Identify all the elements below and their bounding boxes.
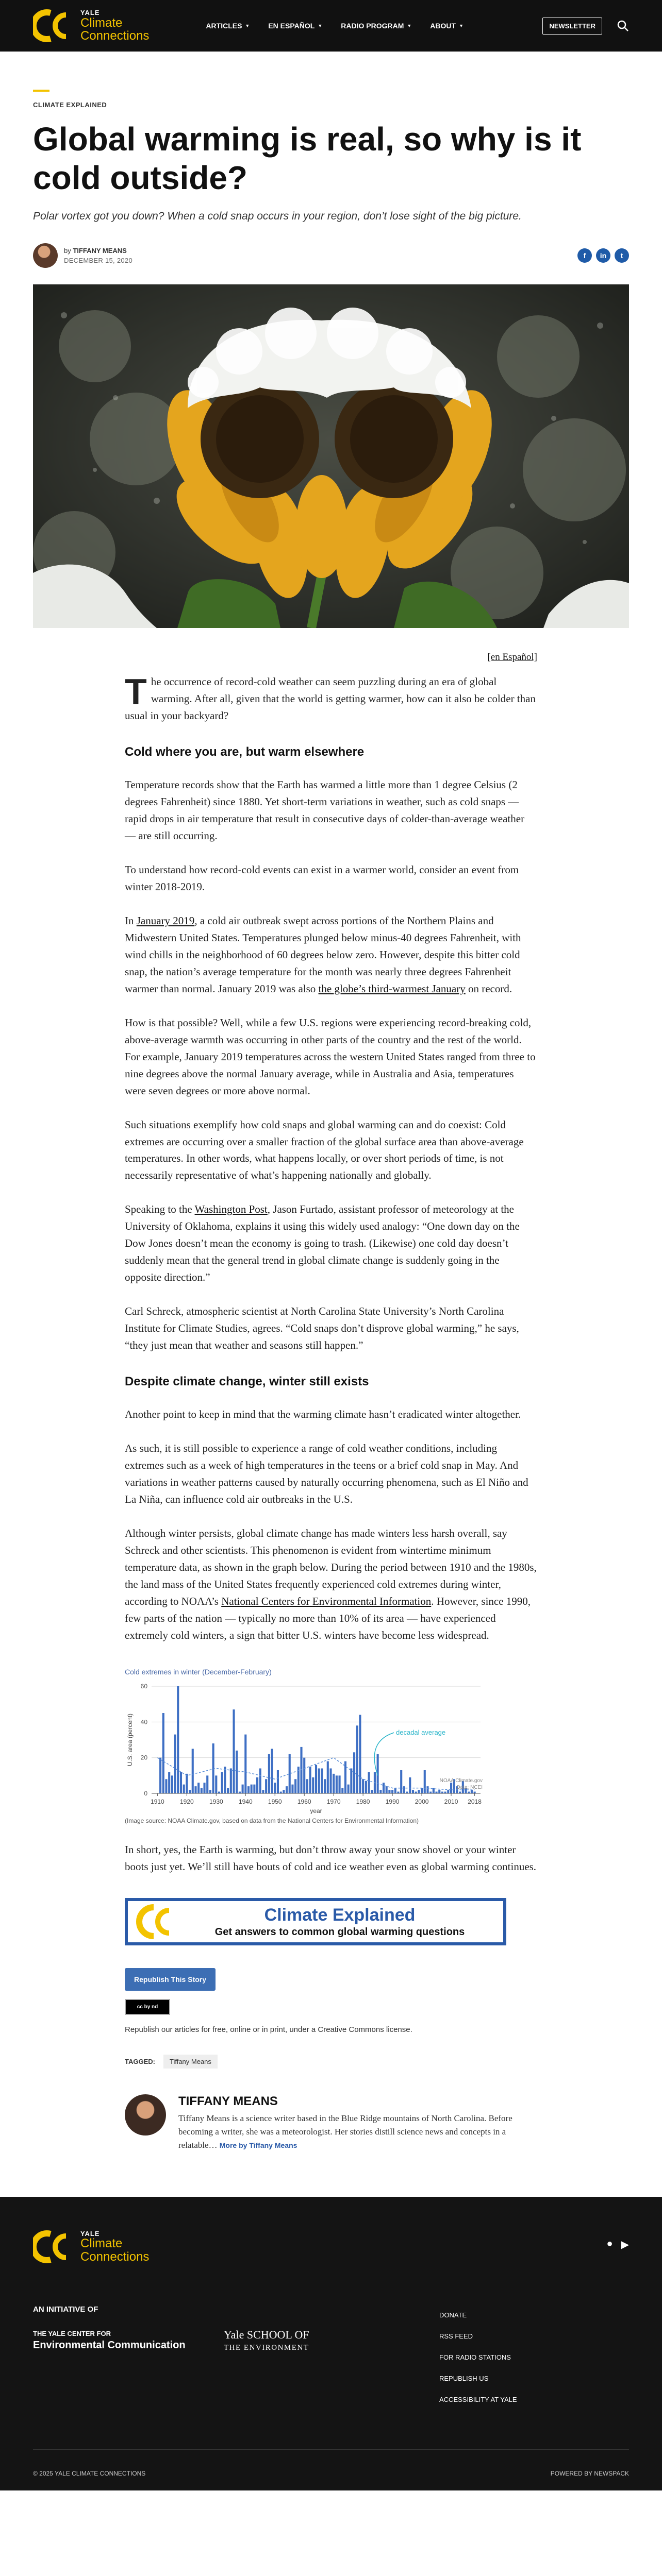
bar: [186, 1774, 188, 1793]
chart-svg: [125, 1680, 537, 1814]
bar: [162, 1713, 164, 1793]
tag-item[interactable]: Tiffany Means: [163, 2055, 218, 2069]
x-tick-label: 2010: [444, 1798, 458, 1805]
x-tick-label: 2000: [415, 1798, 429, 1805]
byline: [33, 243, 629, 268]
bar: [312, 1777, 314, 1793]
bar: [203, 1783, 205, 1793]
footer-logo[interactable]: [33, 2229, 149, 2265]
bar: [459, 1791, 461, 1793]
text: . However, since 1990, few parts of the nation — typically no more than 10% of its area — have experienced extremely cold winters, a sign that bitter U.S. winters have become less widespread.: [125, 1595, 531, 1641]
bar: [371, 1790, 373, 1793]
cold-extremes-chart: [125, 1668, 537, 1824]
bar: [426, 1786, 428, 1793]
author-bio: [178, 2112, 537, 2153]
bar: [468, 1791, 470, 1793]
text: , a cold air outbreak swept across portions of the Northern Plains and Midwestern United States. Temperatures plunged below minus-40 degrees Fahrenheit, with wind chills in the neighborhood of 60 degrees below zero. However, despite this bitter cold snap, the nation’s average temperature for the month was nearly three degrees Fahrenheit warmer than normal. January 2019 was also: [125, 914, 521, 995]
footer-links: [439, 2311, 517, 2403]
nav-en-espanol[interactable]: [268, 22, 322, 30]
tags-row: [125, 2055, 537, 2069]
bar: [244, 1734, 246, 1793]
bar: [277, 1770, 279, 1793]
yse-logo[interactable]: [224, 2328, 309, 2352]
chart-credit: NOAA Climate.gov: [439, 1777, 483, 1784]
paragraph: In short, yes, the Earth is warming, but don’t throw away your snow shovel or your winter boots just yet. We’ll still have bouts of cold and ice weather even as global warming continues.: [125, 1843, 537, 1873]
footer-link-radio[interactable]: FOR RADIO STATIONS: [439, 2353, 511, 2361]
article-title: Global warming is real, so why is it cold outside?: [33, 121, 582, 196]
chevron-down-icon: ▼: [318, 23, 323, 28]
site-logo[interactable]: [33, 8, 149, 44]
bar: [265, 1779, 267, 1793]
site-header: [0, 0, 662, 52]
x-tick-label: 1920: [180, 1798, 194, 1805]
bar: [415, 1791, 417, 1793]
bar: [253, 1784, 255, 1793]
footer-link-republish[interactable]: REPUBLISH US: [439, 2374, 489, 2382]
text: Although winter persists, global climate change has made winters less harsh overall, say Schreck and other scientists. This phenomenon is evident from wintertime minimum temperature data, as shown in the graph below. During the period between 1910 and the 1980s, the land mass of the United States frequently experienced cold extremes during winter, according to NOAA’s: [125, 1527, 537, 1607]
youtube-icon[interactable]: ▶: [621, 2239, 629, 2250]
bar: [421, 1788, 423, 1793]
bar: [447, 1790, 449, 1793]
bar: [474, 1791, 476, 1793]
bar: [362, 1779, 364, 1793]
spanish-version-link[interactable]: [en Español]: [487, 652, 537, 663]
bar: [359, 1715, 361, 1793]
paragraph: [125, 1525, 537, 1644]
bar: [171, 1775, 173, 1793]
logo-line-1: Climate: [80, 2236, 123, 2251]
lead-text: he occurrence of record-cold weather can seem puzzling during an era of global warming. After all, given that the world is getting warmer, how can it also be colder than usual in your backyard?: [125, 675, 536, 722]
byline-prefix: by: [64, 247, 71, 255]
x-tick-label: 1930: [209, 1798, 223, 1805]
x-tick-label: 2018: [468, 1798, 482, 1805]
yse-line-2: THE ENVIRONMENT: [224, 2343, 309, 2352]
x-tick-label: 1910: [151, 1798, 164, 1805]
paragraph: Such situations exemplify how cold snaps and global warming can and do coexist: Cold extremes are occurring over a smaller fraction of the global surface area than above-average temperatures. In other words, what happens locally, or over short periods of time, is not necessarily representative of what’s happening nationally and globally.: [125, 1118, 524, 1182]
initiative-label: AN INITIATIVE OF: [33, 2304, 98, 2314]
bar: [441, 1791, 443, 1793]
bar: [397, 1791, 399, 1793]
y-axis-label: U.S. area (percent): [126, 1713, 134, 1766]
bar: [306, 1779, 308, 1793]
logo-yale: YALE: [80, 2229, 100, 2238]
ncei-link[interactable]: National Centers for Environmental Information: [221, 1595, 432, 1607]
nav-label: RADIO PROGRAM: [341, 22, 404, 30]
bar: [412, 1790, 414, 1793]
hero-image-sunflowers-snow: [33, 284, 629, 628]
publish-date: DECEMBER 15, 2020: [64, 257, 133, 265]
x-tick-label: 1950: [268, 1798, 282, 1805]
bar: [183, 1784, 185, 1793]
footer-link-donate[interactable]: DONATE: [439, 2311, 467, 2319]
bar: [368, 1772, 370, 1793]
bar: [256, 1777, 258, 1793]
chart-credit: Data: NCEI: [456, 1784, 483, 1790]
bar: [251, 1784, 253, 1793]
bar: [286, 1786, 288, 1793]
x-axis-label: year: [310, 1807, 322, 1814]
bar: [212, 1743, 214, 1793]
cc-logo-mark: [135, 1901, 176, 1942]
article-header: [0, 90, 662, 268]
bar: [218, 1791, 220, 1793]
copyright: © 2025 YALE CLIMATE CONNECTIONS: [33, 2469, 146, 2477]
bar: [215, 1775, 217, 1793]
bar: [201, 1788, 203, 1793]
bar: [239, 1791, 241, 1793]
bar: [189, 1790, 191, 1793]
x-tick-label: 1940: [238, 1798, 253, 1805]
facebook-icon[interactable]: f: [577, 248, 592, 263]
share-buttons: [577, 248, 629, 263]
bar: [233, 1709, 235, 1793]
paragraph: [125, 912, 537, 997]
bar: [433, 1788, 435, 1793]
text: In: [125, 914, 137, 927]
bar: [318, 1768, 320, 1793]
ycec-line-1: THE YALE CENTER FOR: [33, 2329, 111, 2337]
bar: [221, 1772, 223, 1793]
tags-label: TAGGED:: [125, 2057, 155, 2065]
bar: [386, 1786, 388, 1793]
paragraph: As such, it is still possible to experience a range of cold weather conditions, including extremes such as a week of high temperatures in the teens or a brief cold snap in May. And variations in weather patterns caused by naturally occurring phenomena, such as El Niño and La Niña, can influence cold air outbreaks in the U.S.: [125, 1442, 528, 1506]
bar: [406, 1791, 408, 1793]
nav-label: ABOUT: [430, 22, 456, 30]
bar: [224, 1767, 226, 1793]
kicker-accent: [33, 90, 49, 92]
bar: [471, 1790, 473, 1793]
author-box: [125, 2094, 537, 2153]
text: Speaking to the: [125, 1203, 195, 1216]
bar: [409, 1777, 411, 1793]
bar: [321, 1768, 323, 1793]
bar: [347, 1784, 350, 1793]
paragraph: Temperature records show that the Earth has warmed a little more than 1 degree Celsius (2 degrees Fahrenheit) since 1880. Yet short-term variations in weather, such as cold snaps — rapid drops in air temperature that result in consecutive days of colder-than-average weather — are still occurring.: [125, 778, 525, 842]
bar: [291, 1784, 293, 1793]
bar: [268, 1754, 270, 1793]
byline-author: [64, 247, 133, 255]
bar: [436, 1791, 438, 1793]
bar: [438, 1790, 440, 1793]
twitter-icon[interactable]: t: [615, 248, 629, 263]
bar: [242, 1784, 244, 1793]
newsletter-button[interactable]: NEWSLETTER: [542, 18, 602, 35]
article-category[interactable]: CLIMATE EXPLAINED: [33, 101, 107, 109]
bar: [315, 1765, 317, 1793]
chart-caption: (Image source: NOAA Climate.gov, based on data from the National Centers for Environmental Information): [125, 1817, 419, 1824]
linkedin-icon[interactable]: in: [596, 248, 610, 263]
bar: [271, 1749, 273, 1793]
bar: [300, 1747, 302, 1793]
section-heading-1: Cold where you are, but warm elsewhere: [125, 745, 365, 759]
bar: [168, 1772, 170, 1793]
x-tick-label: 1960: [297, 1798, 311, 1805]
bar: [424, 1770, 426, 1793]
bio-text: Tiffany Means is a science writer based in the Blue Ridge mountains of North Carolina. Before becoming a writer, she was a meteorologist. Her stories distill science news and concepts in a relatable…: [178, 2113, 512, 2150]
bar: [324, 1779, 326, 1793]
bar: [309, 1767, 311, 1793]
nav-radio-program[interactable]: [341, 22, 411, 30]
bar: [444, 1791, 446, 1793]
bar: [227, 1788, 229, 1793]
bar: [262, 1790, 264, 1793]
site-footer: [0, 2197, 662, 2490]
bar: [283, 1790, 285, 1793]
bar: [327, 1761, 329, 1793]
author-name[interactable]: TIFFANY MEANS: [178, 2094, 278, 2108]
bar: [180, 1772, 182, 1793]
footer-link-accessibility[interactable]: ACCESSIBILITY AT YALE: [439, 2395, 517, 2403]
x-tick-label: 1980: [356, 1798, 370, 1805]
y-tick-label: 40: [140, 1718, 147, 1726]
ycec-logo[interactable]: [33, 2330, 186, 2351]
bar: [197, 1783, 200, 1793]
facebook-icon[interactable]: ●: [606, 2238, 613, 2249]
republish-button[interactable]: Republish This Story: [125, 1968, 216, 1991]
banner-title: Climate Explained: [264, 1905, 416, 1925]
footer-link-rss[interactable]: RSS FEED: [439, 2332, 473, 2340]
bar: [274, 1783, 276, 1793]
bar: [289, 1754, 291, 1793]
y-tick-label: 0: [144, 1789, 147, 1797]
footer-bottom: [33, 2470, 629, 2477]
bar: [356, 1725, 358, 1793]
bar: [174, 1734, 176, 1793]
yse-line-1: Yale SCHOOL OF: [224, 2328, 309, 2341]
text: , Jason Furtado, assistant professor of meteorology at the University of Oklahoma, explains it using this widely used analogy: “One down day on the Dow Jones doesn’t mean the economy is going to trash. (Likewise) one cold day doesn’t suddenly mean that the general trend in global climate change is suddenly going in the opposite direction.”: [125, 1203, 520, 1284]
paragraph: Another point to keep in mind that the warming climate hasn’t eradicated winter altogether.: [125, 1408, 521, 1421]
footer-social: [607, 2238, 629, 2251]
logo-line-2: Connections: [80, 2249, 150, 2264]
bar: [280, 1791, 282, 1793]
bar: [403, 1786, 405, 1793]
main-nav: [206, 22, 464, 30]
drop-cap: T: [125, 671, 147, 712]
bar: [341, 1788, 343, 1793]
bar: [194, 1786, 196, 1793]
bar: [333, 1774, 335, 1793]
author-link[interactable]: TIFFANY MEANS: [73, 247, 127, 255]
bar: [209, 1790, 211, 1793]
bar: [236, 1751, 238, 1793]
bar: [247, 1786, 250, 1793]
bar: [383, 1783, 385, 1793]
chart-title: Cold extremes in winter (December-February): [125, 1667, 272, 1676]
chevron-down-icon: ▼: [459, 23, 464, 28]
banner-subtitle: Get answers to common global warming questions: [214, 1926, 465, 1938]
bar: [391, 1790, 393, 1793]
january-2019-link[interactable]: January 2019: [136, 914, 195, 927]
article-deck: Polar vortex got you down? When a cold snap occurs in your region, don’t lose sight of the big picture.: [33, 210, 522, 222]
bar: [192, 1749, 194, 1793]
ycec-line-2: Environmental Communication: [33, 2339, 186, 2351]
logo-yale: YALE: [80, 8, 100, 16]
y-tick-label: 60: [140, 1682, 147, 1690]
section-heading-2: Despite climate change, winter still exists: [125, 1375, 369, 1389]
logo-line-1: Climate: [80, 15, 123, 30]
annotation-label: decadal average: [396, 1728, 446, 1736]
bar: [339, 1775, 341, 1793]
bar: [336, 1775, 338, 1793]
republish-text: Republish our articles for free, online or in print, under a Creative Commons license.: [125, 2025, 412, 2034]
text: on record.: [465, 982, 512, 995]
author-avatar[interactable]: [33, 243, 58, 268]
paragraph: Carl Schreck, atmospheric scientist at North Carolina State University’s North Carolina Institute for Climate Studies, agrees. “Cold snaps don’t disprove global warming,” he says, “they just mean that weather and seasons still happen.”: [125, 1305, 519, 1352]
y-tick-label: 20: [140, 1754, 147, 1761]
nav-articles[interactable]: [206, 22, 250, 30]
powered-by[interactable]: POWERED BY NEWSPACK: [550, 2469, 629, 2477]
bar: [259, 1768, 261, 1793]
paragraph: To understand how record-cold events can exist in a warmer world, consider an event from winter 2018-2019.: [125, 863, 519, 893]
washington-post-link[interactable]: Washington Post: [194, 1203, 268, 1216]
bar: [230, 1768, 232, 1793]
bar: [388, 1790, 390, 1793]
bar: [350, 1768, 352, 1793]
x-tick-label: 1990: [385, 1798, 400, 1805]
bar: [206, 1775, 208, 1793]
footer-divider: [33, 2449, 629, 2450]
bar: [394, 1788, 396, 1793]
bar: [400, 1770, 402, 1793]
article-body: [125, 652, 537, 2153]
bar: [294, 1779, 296, 1793]
x-tick-label: 1970: [326, 1798, 341, 1805]
nav-about[interactable]: [430, 22, 464, 30]
nav-label: ARTICLES: [206, 22, 242, 30]
author-avatar[interactable]: [125, 2094, 166, 2136]
creative-commons-badge[interactable]: cc by nd: [125, 1999, 170, 2015]
chevron-down-icon: ▼: [407, 23, 412, 28]
bar: [418, 1790, 420, 1793]
more-by-author-link[interactable]: More by Tiffany Means: [219, 2141, 297, 2150]
hero-illustration: [33, 284, 629, 628]
climate-explained-banner[interactable]: [125, 1898, 506, 1945]
bar: [450, 1783, 452, 1793]
cc-logo-mark: [33, 8, 74, 44]
logo-line-2: Connections: [80, 28, 150, 43]
bar: [159, 1757, 161, 1793]
chevron-down-icon: ▼: [245, 23, 250, 28]
bar: [177, 1686, 179, 1793]
bar: [379, 1790, 382, 1793]
bar: [365, 1781, 367, 1793]
third-warmest-january-link[interactable]: the globe’s third-warmest January: [318, 982, 466, 995]
bar: [165, 1779, 167, 1793]
nav-label: EN ESPAÑOL: [268, 22, 315, 30]
paragraph: [125, 1201, 537, 1286]
bar: [429, 1791, 432, 1793]
bar: [344, 1761, 346, 1793]
paragraph: How is that possible? Well, while a few U.S. regions were experiencing record-breaking cold, above-average warmth was occurring in other parts of the country and the rest of the world. For example, January 2019 temperatures across the western United States ranged from three to nine degrees above the normal January average, while in Australia and Asia, temperatures were seven degrees or more above normal.: [125, 1016, 536, 1097]
lead-paragraph: [125, 673, 537, 724]
bar: [329, 1768, 332, 1793]
search-icon[interactable]: [617, 20, 629, 32]
bar: [303, 1757, 305, 1793]
cc-logo-mark: [33, 2229, 74, 2265]
